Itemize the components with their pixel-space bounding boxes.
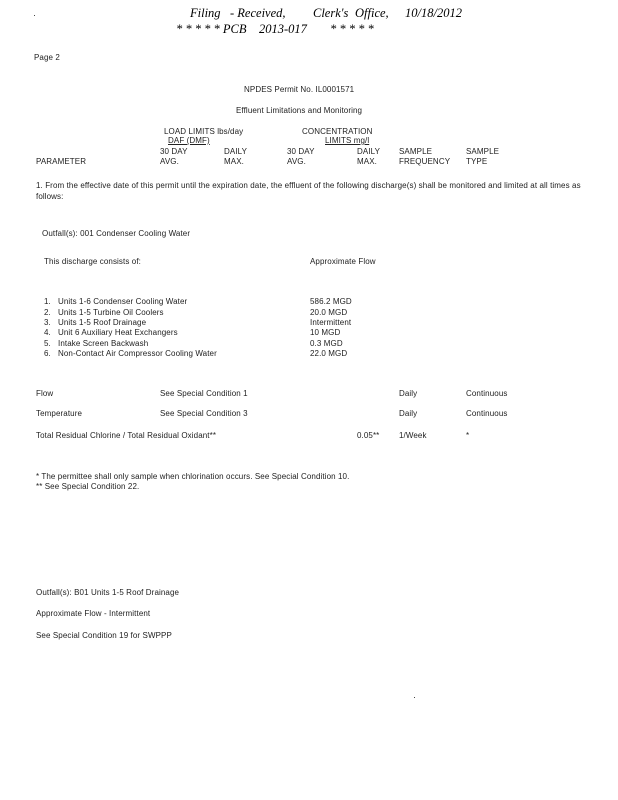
outfall2-flow: Approximate Flow - Intermittent: [36, 609, 151, 618]
col4-line1: DAILY: [357, 147, 381, 156]
col2-line2: MAX.: [224, 157, 244, 166]
filing-label: Filing: [190, 6, 221, 20]
outfall2-title: Outfall(s): B01 Units 1-5 Roof Drainage: [36, 588, 180, 597]
item-name: Unit 6 Auxiliary Heat Exchangers: [58, 328, 178, 337]
col5-line2: FREQUENCY: [399, 157, 451, 166]
scan-speck: [414, 697, 415, 698]
param-cell: Temperature: [36, 409, 83, 418]
pcb-stars: * * * * *: [330, 22, 374, 36]
col6-line2: TYPE: [466, 157, 488, 166]
outfall2-note: See Special Condition 19 for SWPPP: [36, 631, 172, 640]
type-cell: Continuous: [466, 409, 508, 418]
condition-cell: See Special Condition 1: [160, 389, 248, 398]
scan-speck: [34, 15, 35, 16]
item-number: 5.: [44, 339, 51, 348]
item-number: 4.: [44, 328, 51, 337]
col6-line1: SAMPLE: [466, 147, 500, 156]
item-number: 1.: [44, 297, 51, 306]
col3-line2: AVG.: [287, 157, 306, 166]
item-flow: 22.0 MGD: [310, 349, 348, 358]
param-cell: Flow: [36, 389, 54, 398]
intro-paragraph: 1. From the effective date of this permit until the expiration date, the effluent of the following discharge(s) shall be monitored and limited at all times as follows:: [36, 181, 581, 201]
col3-line1: 30 DAY: [287, 147, 315, 156]
pcb-number: 2013-017: [259, 22, 307, 36]
footnote-special-condition: ** See Special Condition 22.: [36, 482, 140, 491]
flow-header: Approximate Flow: [310, 257, 376, 266]
frequency-cell: Daily: [399, 389, 418, 398]
col1-line2: AVG.: [160, 157, 179, 166]
item-flow: Intermittent: [310, 318, 352, 327]
limits-unit-header: LIMITS mg/l: [325, 136, 370, 145]
item-number: 3.: [44, 318, 51, 327]
pcb-label: * * * * * PCB: [176, 22, 247, 36]
col5-line1: SAMPLE: [399, 147, 433, 156]
item-name: Intake Screen Backwash: [58, 339, 149, 348]
item-name: Units 1-6 Condenser Cooling Water: [58, 297, 188, 306]
footnote-chlorination: * The permittee shall only sample when chlorination occurs. See Special Condition 10.: [36, 472, 350, 481]
office-label: Office,: [355, 6, 389, 20]
clerks-label: Clerk's: [313, 6, 349, 20]
load-limits-header: LOAD LIMITS lbs/day: [164, 127, 244, 136]
discharge-header: This discharge consists of:: [44, 257, 141, 266]
received-label: - Received,: [230, 6, 286, 20]
dmf-header: DAF (DMF): [168, 136, 210, 145]
item-flow: 20.0 MGD: [310, 308, 348, 317]
filing-date: 10/18/2012: [405, 6, 462, 20]
col4-line2: MAX.: [357, 157, 377, 166]
condition-cell: See Special Condition 3: [160, 409, 248, 418]
concentration-header: CONCENTRATION: [302, 127, 373, 136]
outfall1-title: Outfall(s): 001 Condenser Cooling Water: [42, 229, 191, 238]
item-name: Units 1-5 Turbine Oil Coolers: [58, 308, 164, 317]
section-title: Effluent Limitations and Monitoring: [236, 106, 363, 115]
item-number: 6.: [44, 349, 51, 358]
type-cell: *: [466, 431, 470, 440]
frequency-cell: Daily: [399, 409, 418, 418]
item-flow: 10 MGD: [310, 328, 341, 337]
param-cell: Total Residual Chlorine / Total Residual Oxidant**: [36, 431, 217, 440]
frequency-cell: 1/Week: [399, 431, 427, 440]
item-name: Non-Contact Air Compressor Cooling Water: [58, 349, 217, 358]
col1-line1: 30 DAY: [160, 147, 188, 156]
col2-line1: DAILY: [224, 147, 248, 156]
page-label: Page 2: [34, 53, 60, 62]
value-cell: 0.05**: [357, 431, 380, 440]
item-flow: 586.2 MGD: [310, 297, 352, 306]
parameter-header: PARAMETER: [36, 157, 87, 166]
item-number: 2.: [44, 308, 51, 317]
permit-number: NPDES Permit No. IL0001571: [244, 85, 355, 94]
item-flow: 0.3 MGD: [310, 339, 343, 348]
item-name: Units 1-5 Roof Drainage: [58, 318, 147, 327]
type-cell: Continuous: [466, 389, 508, 398]
